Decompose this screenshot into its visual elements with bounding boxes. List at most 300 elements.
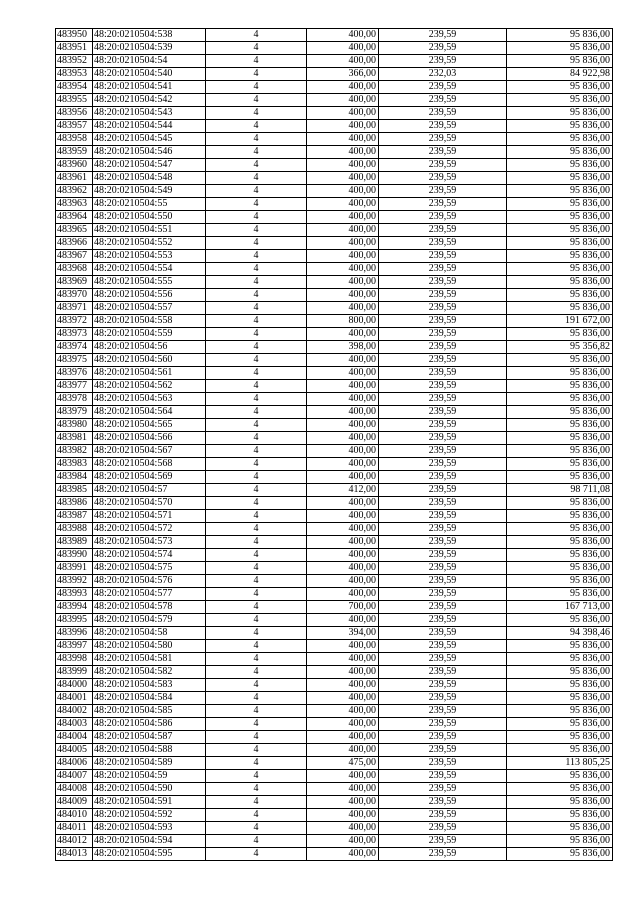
row-number-cell: 484008 bbox=[56, 783, 93, 796]
cadastral-number-cell: 48:20:0210504:559 bbox=[93, 328, 206, 341]
table-row bbox=[56, 536, 613, 549]
row-number-cell: 483996 bbox=[56, 627, 93, 640]
cadastral-number-cell: 48:20:0210504:539 bbox=[93, 42, 206, 55]
specific-value-cell: 239,59 bbox=[379, 471, 507, 484]
group-cell: 4 bbox=[206, 601, 307, 614]
row-number-cell: 483993 bbox=[56, 588, 93, 601]
specific-value-cell: 239,59 bbox=[379, 705, 507, 718]
table-body bbox=[56, 29, 613, 861]
specific-value-cell: 239,59 bbox=[379, 588, 507, 601]
table-row bbox=[56, 718, 613, 731]
specific-value-cell: 239,59 bbox=[379, 419, 507, 432]
area-cell: 400,00 bbox=[307, 94, 379, 107]
cadastral-number-cell: 48:20:0210504:555 bbox=[93, 276, 206, 289]
specific-value-cell: 239,59 bbox=[379, 263, 507, 276]
specific-value-cell: 239,59 bbox=[379, 328, 507, 341]
table-row bbox=[56, 705, 613, 718]
cadastral-number-cell: 48:20:0210504:567 bbox=[93, 445, 206, 458]
area-cell: 400,00 bbox=[307, 367, 379, 380]
cadastral-value-cell: 95 356,82 bbox=[507, 341, 613, 354]
area-cell: 400,00 bbox=[307, 471, 379, 484]
cadastral-value-cell: 95 836,00 bbox=[507, 848, 613, 861]
cadastral-value-cell: 113 805,25 bbox=[507, 757, 613, 770]
row-number-cell: 483986 bbox=[56, 497, 93, 510]
specific-value-cell: 232,03 bbox=[379, 68, 507, 81]
area-cell: 400,00 bbox=[307, 42, 379, 55]
row-number-cell: 483990 bbox=[56, 549, 93, 562]
cadastral-number-cell: 48:20:0210504:568 bbox=[93, 458, 206, 471]
cadastral-value-cell: 95 836,00 bbox=[507, 107, 613, 120]
table-row bbox=[56, 575, 613, 588]
table-row bbox=[56, 315, 613, 328]
table-row bbox=[56, 809, 613, 822]
group-cell: 4 bbox=[206, 133, 307, 146]
cadastral-number-cell: 48:20:0210504:560 bbox=[93, 354, 206, 367]
row-number-cell: 483982 bbox=[56, 445, 93, 458]
specific-value-cell: 239,59 bbox=[379, 835, 507, 848]
group-cell: 4 bbox=[206, 29, 307, 42]
table-row bbox=[56, 185, 613, 198]
row-number-cell: 483971 bbox=[56, 302, 93, 315]
area-cell: 400,00 bbox=[307, 718, 379, 731]
specific-value-cell: 239,59 bbox=[379, 146, 507, 159]
cadastral-number-cell: 48:20:0210504:574 bbox=[93, 549, 206, 562]
row-number-cell: 483965 bbox=[56, 224, 93, 237]
group-cell: 4 bbox=[206, 640, 307, 653]
table-row bbox=[56, 367, 613, 380]
group-cell: 4 bbox=[206, 107, 307, 120]
cadastral-number-cell: 48:20:0210504:590 bbox=[93, 783, 206, 796]
specific-value-cell: 239,59 bbox=[379, 172, 507, 185]
table-row bbox=[56, 133, 613, 146]
area-cell: 398,00 bbox=[307, 341, 379, 354]
row-number-cell: 483961 bbox=[56, 172, 93, 185]
cadastral-value-cell: 95 836,00 bbox=[507, 185, 613, 198]
cadastral-value-cell: 95 836,00 bbox=[507, 198, 613, 211]
area-cell: 700,00 bbox=[307, 601, 379, 614]
cadastral-value-cell: 95 836,00 bbox=[507, 536, 613, 549]
row-number-cell: 483972 bbox=[56, 315, 93, 328]
row-number-cell: 484006 bbox=[56, 757, 93, 770]
cadastral-value-cell: 95 836,00 bbox=[507, 562, 613, 575]
specific-value-cell: 239,59 bbox=[379, 718, 507, 731]
specific-value-cell: 239,59 bbox=[379, 133, 507, 146]
specific-value-cell: 239,59 bbox=[379, 393, 507, 406]
table-row bbox=[56, 250, 613, 263]
area-cell: 400,00 bbox=[307, 81, 379, 94]
area-cell: 400,00 bbox=[307, 159, 379, 172]
cadastral-value-cell: 95 836,00 bbox=[507, 523, 613, 536]
cadastral-value-cell: 95 836,00 bbox=[507, 211, 613, 224]
cadastral-value-cell: 95 836,00 bbox=[507, 172, 613, 185]
cadastral-number-cell: 48:20:0210504:558 bbox=[93, 315, 206, 328]
row-number-cell: 484004 bbox=[56, 731, 93, 744]
area-cell: 400,00 bbox=[307, 588, 379, 601]
row-number-cell: 484002 bbox=[56, 705, 93, 718]
cadastral-value-cell: 84 922,98 bbox=[507, 68, 613, 81]
group-cell: 4 bbox=[206, 549, 307, 562]
group-cell: 4 bbox=[206, 575, 307, 588]
table-row bbox=[56, 783, 613, 796]
table-row bbox=[56, 237, 613, 250]
row-number-cell: 484005 bbox=[56, 744, 93, 757]
row-number-cell: 483951 bbox=[56, 42, 93, 55]
area-cell: 400,00 bbox=[307, 705, 379, 718]
cadastral-number-cell: 48:20:0210504:573 bbox=[93, 536, 206, 549]
cadastral-value-cell: 95 836,00 bbox=[507, 510, 613, 523]
cadastral-number-cell: 48:20:0210504:588 bbox=[93, 744, 206, 757]
cadastral-number-cell: 48:20:0210504:548 bbox=[93, 172, 206, 185]
table-row bbox=[56, 484, 613, 497]
area-cell: 400,00 bbox=[307, 250, 379, 263]
cadastral-number-cell: 48:20:0210504:580 bbox=[93, 640, 206, 653]
row-number-cell: 483962 bbox=[56, 185, 93, 198]
area-cell: 400,00 bbox=[307, 848, 379, 861]
table-row bbox=[56, 42, 613, 55]
group-cell: 4 bbox=[206, 42, 307, 55]
area-cell: 400,00 bbox=[307, 458, 379, 471]
cadastral-value-cell: 98 711,08 bbox=[507, 484, 613, 497]
cadastral-value-cell: 95 836,00 bbox=[507, 94, 613, 107]
group-cell: 4 bbox=[206, 250, 307, 263]
row-number-cell: 483995 bbox=[56, 614, 93, 627]
table-row bbox=[56, 770, 613, 783]
specific-value-cell: 239,59 bbox=[379, 406, 507, 419]
row-number-cell: 483969 bbox=[56, 276, 93, 289]
group-cell: 4 bbox=[206, 783, 307, 796]
cadastral-value-cell: 95 836,00 bbox=[507, 432, 613, 445]
cadastral-number-cell: 48:20:0210504:552 bbox=[93, 237, 206, 250]
area-cell: 400,00 bbox=[307, 770, 379, 783]
cadastral-value-cell: 95 836,00 bbox=[507, 731, 613, 744]
cadastral-number-cell: 48:20:0210504:547 bbox=[93, 159, 206, 172]
specific-value-cell: 239,59 bbox=[379, 107, 507, 120]
cadastral-number-cell: 48:20:0210504:593 bbox=[93, 822, 206, 835]
cadastral-value-cell: 95 836,00 bbox=[507, 81, 613, 94]
cadastral-value-cell: 94 398,46 bbox=[507, 627, 613, 640]
specific-value-cell: 239,59 bbox=[379, 211, 507, 224]
table-row bbox=[56, 822, 613, 835]
table-row bbox=[56, 744, 613, 757]
area-cell: 400,00 bbox=[307, 328, 379, 341]
area-cell: 400,00 bbox=[307, 614, 379, 627]
cadastral-number-cell: 48:20:0210504:565 bbox=[93, 419, 206, 432]
row-number-cell: 483953 bbox=[56, 68, 93, 81]
cadastral-number-cell: 48:20:0210504:538 bbox=[93, 29, 206, 42]
group-cell: 4 bbox=[206, 705, 307, 718]
specific-value-cell: 239,59 bbox=[379, 783, 507, 796]
row-number-cell: 483957 bbox=[56, 120, 93, 133]
table-row bbox=[56, 848, 613, 861]
specific-value-cell: 239,59 bbox=[379, 315, 507, 328]
specific-value-cell: 239,59 bbox=[379, 380, 507, 393]
table-row bbox=[56, 588, 613, 601]
group-cell: 4 bbox=[206, 510, 307, 523]
group-cell: 4 bbox=[206, 198, 307, 211]
table-row bbox=[56, 549, 613, 562]
group-cell: 4 bbox=[206, 822, 307, 835]
cadastral-value-cell: 95 836,00 bbox=[507, 29, 613, 42]
row-number-cell: 483964 bbox=[56, 211, 93, 224]
row-number-cell: 483999 bbox=[56, 666, 93, 679]
table-row bbox=[56, 172, 613, 185]
specific-value-cell: 239,59 bbox=[379, 250, 507, 263]
table-row bbox=[56, 653, 613, 666]
cadastral-number-cell: 48:20:0210504:594 bbox=[93, 835, 206, 848]
table-row bbox=[56, 354, 613, 367]
group-cell: 4 bbox=[206, 237, 307, 250]
area-cell: 400,00 bbox=[307, 133, 379, 146]
group-cell: 4 bbox=[206, 445, 307, 458]
cadastral-number-cell: 48:20:0210504:551 bbox=[93, 224, 206, 237]
specific-value-cell: 239,59 bbox=[379, 198, 507, 211]
area-cell: 400,00 bbox=[307, 549, 379, 562]
table-row bbox=[56, 159, 613, 172]
row-number-cell: 483966 bbox=[56, 237, 93, 250]
specific-value-cell: 239,59 bbox=[379, 757, 507, 770]
group-cell: 4 bbox=[206, 718, 307, 731]
cadastral-value-cell: 95 836,00 bbox=[507, 367, 613, 380]
cadastral-value-cell: 95 836,00 bbox=[507, 705, 613, 718]
row-number-cell: 483950 bbox=[56, 29, 93, 42]
group-cell: 4 bbox=[206, 146, 307, 159]
row-number-cell: 483988 bbox=[56, 523, 93, 536]
row-number-cell: 483974 bbox=[56, 341, 93, 354]
specific-value-cell: 239,59 bbox=[379, 627, 507, 640]
table-row bbox=[56, 679, 613, 692]
area-cell: 400,00 bbox=[307, 146, 379, 159]
specific-value-cell: 239,59 bbox=[379, 497, 507, 510]
area-cell: 400,00 bbox=[307, 211, 379, 224]
area-cell: 400,00 bbox=[307, 393, 379, 406]
cadastral-number-cell: 48:20:0210504:572 bbox=[93, 523, 206, 536]
area-cell: 400,00 bbox=[307, 55, 379, 68]
group-cell: 4 bbox=[206, 757, 307, 770]
cadastral-number-cell: 48:20:0210504:546 bbox=[93, 146, 206, 159]
cadastral-value-cell: 95 836,00 bbox=[507, 237, 613, 250]
row-number-cell: 483960 bbox=[56, 159, 93, 172]
table-row bbox=[56, 757, 613, 770]
group-cell: 4 bbox=[206, 406, 307, 419]
cadastral-value-cell: 95 836,00 bbox=[507, 380, 613, 393]
cadastral-number-cell: 48:20:0210504:570 bbox=[93, 497, 206, 510]
cadastral-number-cell: 48:20:0210504:583 bbox=[93, 679, 206, 692]
table-row bbox=[56, 289, 613, 302]
area-cell: 475,00 bbox=[307, 757, 379, 770]
row-number-cell: 483984 bbox=[56, 471, 93, 484]
table-row bbox=[56, 393, 613, 406]
cadastral-value-cell: 191 672,00 bbox=[507, 315, 613, 328]
group-cell: 4 bbox=[206, 367, 307, 380]
cadastral-value-cell: 95 836,00 bbox=[507, 224, 613, 237]
area-cell: 400,00 bbox=[307, 419, 379, 432]
table-row bbox=[56, 562, 613, 575]
area-cell: 400,00 bbox=[307, 822, 379, 835]
specific-value-cell: 239,59 bbox=[379, 484, 507, 497]
cadastral-number-cell: 48:20:0210504:587 bbox=[93, 731, 206, 744]
area-cell: 400,00 bbox=[307, 510, 379, 523]
area-cell: 400,00 bbox=[307, 406, 379, 419]
area-cell: 400,00 bbox=[307, 107, 379, 120]
table-row bbox=[56, 432, 613, 445]
cadastral-value-cell: 95 836,00 bbox=[507, 588, 613, 601]
specific-value-cell: 239,59 bbox=[379, 341, 507, 354]
group-cell: 4 bbox=[206, 562, 307, 575]
row-number-cell: 484012 bbox=[56, 835, 93, 848]
row-number-cell: 484009 bbox=[56, 796, 93, 809]
table-row bbox=[56, 692, 613, 705]
cadastral-value-cell: 95 836,00 bbox=[507, 679, 613, 692]
cadastral-value-cell: 95 836,00 bbox=[507, 822, 613, 835]
cadastral-value-cell: 95 836,00 bbox=[507, 289, 613, 302]
group-cell: 4 bbox=[206, 536, 307, 549]
group-cell: 4 bbox=[206, 484, 307, 497]
group-cell: 4 bbox=[206, 302, 307, 315]
table-row bbox=[56, 614, 613, 627]
cadastral-number-cell: 48:20:0210504:591 bbox=[93, 796, 206, 809]
cadastral-number-cell: 48:20:0210504:55 bbox=[93, 198, 206, 211]
cadastral-value-cell: 95 836,00 bbox=[507, 146, 613, 159]
group-cell: 4 bbox=[206, 666, 307, 679]
area-cell: 400,00 bbox=[307, 575, 379, 588]
cadastral-value-cell: 95 836,00 bbox=[507, 276, 613, 289]
table-row bbox=[56, 523, 613, 536]
specific-value-cell: 239,59 bbox=[379, 549, 507, 562]
row-number-cell: 483967 bbox=[56, 250, 93, 263]
row-number-cell: 483989 bbox=[56, 536, 93, 549]
area-cell: 400,00 bbox=[307, 432, 379, 445]
group-cell: 4 bbox=[206, 653, 307, 666]
cadastral-value-cell: 95 836,00 bbox=[507, 614, 613, 627]
row-number-cell: 484007 bbox=[56, 770, 93, 783]
specific-value-cell: 239,59 bbox=[379, 432, 507, 445]
area-cell: 400,00 bbox=[307, 198, 379, 211]
table-row bbox=[56, 510, 613, 523]
row-number-cell: 483954 bbox=[56, 81, 93, 94]
area-cell: 412,00 bbox=[307, 484, 379, 497]
group-cell: 4 bbox=[206, 679, 307, 692]
cadastral-value-cell: 95 836,00 bbox=[507, 328, 613, 341]
cadastral-value-cell: 95 836,00 bbox=[507, 471, 613, 484]
cadastral-number-cell: 48:20:0210504:576 bbox=[93, 575, 206, 588]
specific-value-cell: 239,59 bbox=[379, 744, 507, 757]
row-number-cell: 483955 bbox=[56, 94, 93, 107]
area-cell: 400,00 bbox=[307, 809, 379, 822]
cadastral-number-cell: 48:20:0210504:581 bbox=[93, 653, 206, 666]
area-cell: 366,00 bbox=[307, 68, 379, 81]
area-cell: 394,00 bbox=[307, 627, 379, 640]
cadastral-number-cell: 48:20:0210504:554 bbox=[93, 263, 206, 276]
area-cell: 400,00 bbox=[307, 523, 379, 536]
cadastral-value-cell: 95 836,00 bbox=[507, 302, 613, 315]
cadastral-number-cell: 48:20:0210504:561 bbox=[93, 367, 206, 380]
table-row bbox=[56, 627, 613, 640]
group-cell: 4 bbox=[206, 692, 307, 705]
cadastral-number-cell: 48:20:0210504:575 bbox=[93, 562, 206, 575]
area-cell: 400,00 bbox=[307, 354, 379, 367]
row-number-cell: 483998 bbox=[56, 653, 93, 666]
cadastral-value-cell: 95 836,00 bbox=[507, 718, 613, 731]
group-cell: 4 bbox=[206, 848, 307, 861]
specific-value-cell: 239,59 bbox=[379, 94, 507, 107]
group-cell: 4 bbox=[206, 835, 307, 848]
specific-value-cell: 239,59 bbox=[379, 289, 507, 302]
group-cell: 4 bbox=[206, 770, 307, 783]
table-row bbox=[56, 55, 613, 68]
area-cell: 400,00 bbox=[307, 172, 379, 185]
group-cell: 4 bbox=[206, 523, 307, 536]
specific-value-cell: 239,59 bbox=[379, 575, 507, 588]
specific-value-cell: 239,59 bbox=[379, 809, 507, 822]
cadastral-number-cell: 48:20:0210504:579 bbox=[93, 614, 206, 627]
table-row bbox=[56, 497, 613, 510]
cadastral-number-cell: 48:20:0210504:569 bbox=[93, 471, 206, 484]
area-cell: 400,00 bbox=[307, 679, 379, 692]
group-cell: 4 bbox=[206, 68, 307, 81]
specific-value-cell: 239,59 bbox=[379, 562, 507, 575]
row-number-cell: 483956 bbox=[56, 107, 93, 120]
area-cell: 400,00 bbox=[307, 497, 379, 510]
row-number-cell: 483978 bbox=[56, 393, 93, 406]
cadastral-value-cell: 95 836,00 bbox=[507, 666, 613, 679]
cadastral-number-cell: 48:20:0210504:586 bbox=[93, 718, 206, 731]
cadastral-value-cell: 95 836,00 bbox=[507, 692, 613, 705]
area-cell: 400,00 bbox=[307, 796, 379, 809]
row-number-cell: 483968 bbox=[56, 263, 93, 276]
cadastral-value-cell: 95 836,00 bbox=[507, 419, 613, 432]
row-number-cell: 483980 bbox=[56, 419, 93, 432]
cadastral-number-cell: 48:20:0210504:540 bbox=[93, 68, 206, 81]
cadastral-value-cell: 95 836,00 bbox=[507, 575, 613, 588]
table-row bbox=[56, 107, 613, 120]
cadastral-number-cell: 48:20:0210504:541 bbox=[93, 81, 206, 94]
row-number-cell: 483987 bbox=[56, 510, 93, 523]
cadastral-value-cell: 95 836,00 bbox=[507, 42, 613, 55]
row-number-cell: 484010 bbox=[56, 809, 93, 822]
row-number-cell: 483959 bbox=[56, 146, 93, 159]
area-cell: 400,00 bbox=[307, 835, 379, 848]
specific-value-cell: 239,59 bbox=[379, 770, 507, 783]
table-row bbox=[56, 796, 613, 809]
group-cell: 4 bbox=[206, 94, 307, 107]
group-cell: 4 bbox=[206, 328, 307, 341]
row-number-cell: 483973 bbox=[56, 328, 93, 341]
area-cell: 400,00 bbox=[307, 263, 379, 276]
row-number-cell: 484013 bbox=[56, 848, 93, 861]
cadastral-number-cell: 48:20:0210504:578 bbox=[93, 601, 206, 614]
group-cell: 4 bbox=[206, 796, 307, 809]
area-cell: 800,00 bbox=[307, 315, 379, 328]
table-row bbox=[56, 211, 613, 224]
cadastral-value-cell: 95 836,00 bbox=[507, 133, 613, 146]
cadastral-value-cell: 95 836,00 bbox=[507, 159, 613, 172]
group-cell: 4 bbox=[206, 315, 307, 328]
area-cell: 400,00 bbox=[307, 302, 379, 315]
area-cell: 400,00 bbox=[307, 640, 379, 653]
area-cell: 400,00 bbox=[307, 653, 379, 666]
group-cell: 4 bbox=[206, 744, 307, 757]
cadastral-value-cell: 95 836,00 bbox=[507, 653, 613, 666]
specific-value-cell: 239,59 bbox=[379, 653, 507, 666]
group-cell: 4 bbox=[206, 393, 307, 406]
cadastral-number-cell: 48:20:0210504:54 bbox=[93, 55, 206, 68]
table-row bbox=[56, 120, 613, 133]
table-row bbox=[56, 146, 613, 159]
cadastral-value-cell: 95 836,00 bbox=[507, 458, 613, 471]
cadastral-value-cell: 95 836,00 bbox=[507, 445, 613, 458]
specific-value-cell: 239,59 bbox=[379, 822, 507, 835]
row-number-cell: 483997 bbox=[56, 640, 93, 653]
